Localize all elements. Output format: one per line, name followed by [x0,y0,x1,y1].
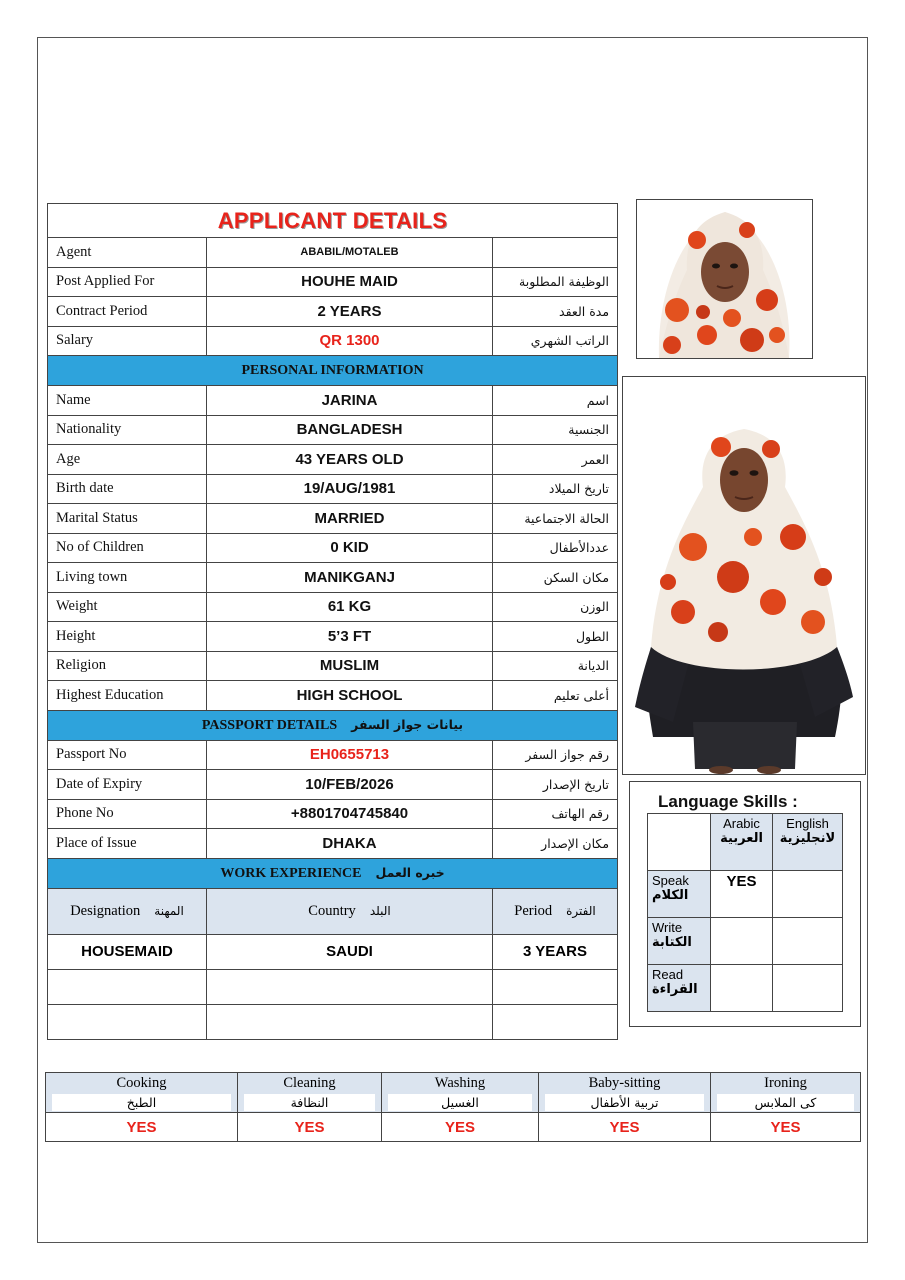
phone-label: Phone No [48,799,207,829]
ironing-value: YES [711,1113,861,1142]
phone-arabic: رقم الهاتف [493,799,618,829]
work-country [207,969,493,1004]
religion-value: MUSLIM [207,651,493,681]
weight-value: 61 KG [207,592,493,622]
work-country: SAUDI [207,934,493,969]
cooking-header: Cooking الطبخ [46,1073,238,1113]
portrait-photo [636,199,813,359]
name-label: Name [48,386,207,416]
work-columns-row [48,888,618,934]
table-row [48,681,618,711]
table-row [48,326,618,356]
skills-table [45,1072,861,1142]
passport-header-ar: بيانات جواز السفر [351,716,464,732]
children-label: No of Children [48,533,207,563]
education-value: HIGH SCHOOL [207,681,493,711]
salary-arabic: الراتب الشهري [493,326,618,356]
living-town-value: MANIKGANJ [207,563,493,593]
table-row [48,533,618,563]
period-column-header: Period الفترة [493,888,618,934]
table-row [48,474,618,504]
table-row [48,622,618,652]
education-arabic: أعلى تعليم [493,681,618,711]
work-header-ar: خبره العمل [375,864,445,880]
weight-arabic: الوزن [493,592,618,622]
language-skills-title: Language Skills : [658,792,798,811]
language-skills-table [647,813,843,1012]
read-row-label: Read القراءة [648,965,711,1012]
age-label: Age [48,445,207,475]
table-row [48,415,618,445]
phone-value: +8801704745840 [207,799,493,829]
table-row [48,238,618,268]
table-row [48,445,618,475]
table-row [648,965,843,1012]
table-row [48,592,618,622]
place-of-issue-label: Place of Issue [48,829,207,859]
table-row [48,770,618,800]
full-body-illustration [623,377,865,774]
marital-status-arabic: الحالة الاجتماعية [493,504,618,534]
name-arabic: اسم [493,386,618,416]
expiry-value: 10/FEB/2026 [207,770,493,800]
table-row [648,871,843,918]
expiry-arabic: تاريخ الإصدار [493,770,618,800]
passport-no-value: EH0655713 [207,740,493,770]
work-period [493,1004,618,1039]
work-period [493,969,618,1004]
birth-date-label: Birth date [48,474,207,504]
language-corner-cell [648,814,711,871]
agent-arabic [493,238,618,268]
table-row [648,918,843,965]
contract-label: Contract Period [48,297,207,327]
work-header-en: WORK EXPERIENCE [220,865,362,881]
cleaning-header: Cleaning النظافة [238,1073,382,1113]
table-row [48,651,618,681]
washing-header: Washing الغسيل [382,1073,539,1113]
read-arabic [711,965,773,1012]
page-title: APPLICANT DETAILS [48,204,618,238]
children-value: 0 KID [207,533,493,563]
speak-arabic: YES [711,871,773,918]
height-value: 5’3 FT [207,622,493,652]
post-label: Post Applied For [48,267,207,297]
place-of-issue-value: DHAKA [207,829,493,859]
salary-value: QR 1300 [207,326,493,356]
portrait-illustration [637,200,812,358]
table-row [48,267,618,297]
washing-value: YES [382,1113,539,1142]
passport-details-header [48,710,618,740]
table-row [48,1004,618,1039]
living-town-arabic: مكان السكن [493,563,618,593]
living-town-label: Living town [48,563,207,593]
table-row [48,740,618,770]
age-value: 43 YEARS OLD [207,445,493,475]
table-row [648,814,843,871]
write-row-label: Write الكتابة [648,918,711,965]
salary-label: Salary [48,326,207,356]
table-row [48,297,618,327]
agent-label: Agent [48,238,207,268]
applicant-details-table [47,203,618,1040]
table-row [48,799,618,829]
children-arabic: عددالأطفال [493,533,618,563]
ironing-header: Ironing کی الملابس [711,1073,861,1113]
contract-arabic: مدة العقد [493,297,618,327]
table-row [48,563,618,593]
weight-label: Weight [48,592,207,622]
education-label: Highest Education [48,681,207,711]
age-arabic: العمر [493,445,618,475]
nationality-label: Nationality [48,415,207,445]
work-designation [48,969,207,1004]
table-row [48,934,618,969]
height-label: Height [48,622,207,652]
nationality-arabic: الجنسية [493,415,618,445]
personal-info-header: PERSONAL INFORMATION [48,356,618,386]
write-arabic [711,918,773,965]
table-row [48,969,618,1004]
work-experience-header [48,858,618,888]
table-row [48,386,618,416]
work-designation: HOUSEMAID [48,934,207,969]
birth-date-arabic: تاريخ الميلاد [493,474,618,504]
designation-column-header: Designation المهنة [48,888,207,934]
full-body-photo [622,376,866,775]
nationality-value: BANGLADESH [207,415,493,445]
arabic-column-header: Arabic العربية [711,814,773,871]
speak-english [773,871,843,918]
passport-no-label: Passport No [48,740,207,770]
baby-sitting-value: YES [539,1113,711,1142]
religion-label: Religion [48,651,207,681]
work-designation [48,1004,207,1039]
height-arabic: الطول [493,622,618,652]
baby-sitting-header: Baby-sitting تربية الأطفال [539,1073,711,1113]
skills-header-row [46,1073,861,1113]
religion-arabic: الديانة [493,651,618,681]
table-row [48,829,618,859]
birth-date-value: 19/AUG/1981 [207,474,493,504]
passport-no-arabic: رقم جواز السفر [493,740,618,770]
cleaning-value: YES [238,1113,382,1142]
cooking-value: YES [46,1113,238,1142]
marital-status-value: MARRIED [207,504,493,534]
agent-value: ABABIL/MOTALEB [207,238,493,268]
post-value: HOUHE MAID [207,267,493,297]
expiry-label: Date of Expiry [48,770,207,800]
work-period: 3 YEARS [493,934,618,969]
passport-header-en: PASSPORT DETAILS [201,717,338,733]
english-column-header: English لانجليزية [773,814,843,871]
country-column-header: Country البلد [207,888,493,934]
marital-status-label: Marital Status [48,504,207,534]
work-country [207,1004,493,1039]
skills-value-row [46,1113,861,1142]
post-arabic: الوظيفة المطلوبة [493,267,618,297]
name-value: JARINA [207,386,493,416]
contract-value: 2 YEARS [207,297,493,327]
table-row [48,504,618,534]
speak-row-label: Speak الكلام [648,871,711,918]
place-of-issue-arabic: مكان الإصدار [493,829,618,859]
write-english [773,918,843,965]
read-english [773,965,843,1012]
